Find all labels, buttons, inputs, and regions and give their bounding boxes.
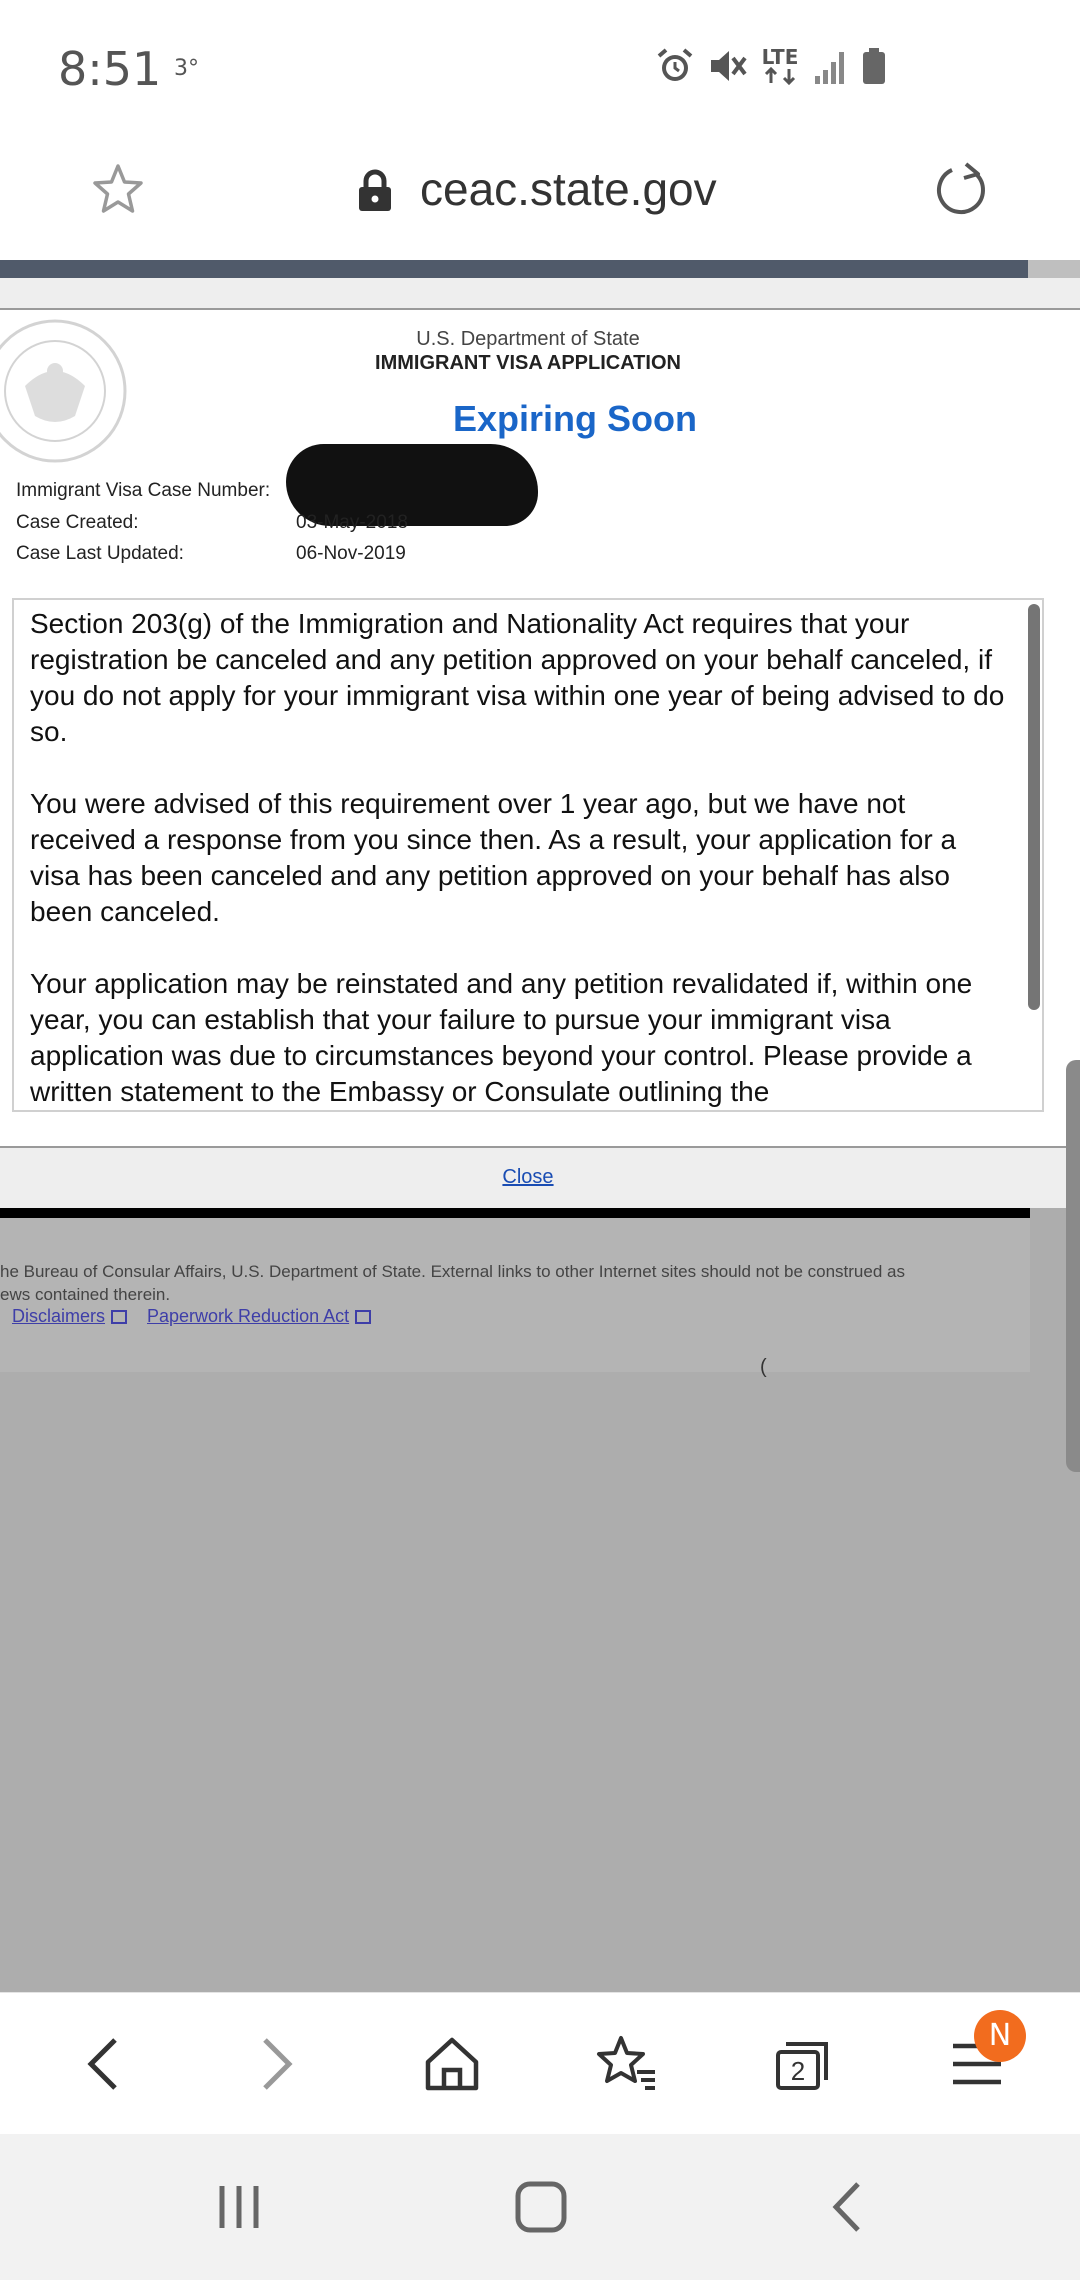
tabs-icon (772, 2034, 832, 2094)
back-button[interactable] (68, 2034, 138, 2094)
tabs-button[interactable] (767, 2034, 837, 2094)
back-nav-icon[interactable] (826, 2180, 866, 2234)
notice-text (30, 606, 1010, 1112)
case-created-value: 03-May-2018 (296, 512, 408, 533)
status-icons (655, 46, 887, 86)
alarm-icon (655, 46, 695, 86)
paperwork-reduction-act-link[interactable]: Paperwork Reduction Act (147, 1306, 371, 1327)
signal-icon (813, 46, 849, 86)
bookmarks-button[interactable] (592, 2034, 662, 2094)
page-header-bar (0, 260, 1080, 278)
close-link[interactable]: Close (502, 1166, 554, 1188)
status-temperature: 3° (174, 56, 199, 81)
notice-paragraph: Section 203(g) of the Immigration and Nationality Act requires that your registration be canceled and any petition approved on your behalf canceled, if you do not apply for your immigrant visa within one year of being advised to do so. (30, 608, 1005, 747)
case-created-label: Case Created: (16, 512, 139, 533)
footer-disclaimer-text-2: ews contained therein. (0, 1285, 171, 1304)
forward-button[interactable] (242, 2034, 312, 2094)
recent-apps-icon[interactable] (214, 2182, 264, 2232)
status-time: 8:51 (58, 42, 162, 96)
footer-disclaimer-text: he Bureau of Consular Affairs, U.S. Department of State. External links to other Internet sites should not be construed as (0, 1262, 905, 1281)
application-title: IMMIGRANT VISA APPLICATION (375, 352, 681, 374)
tab-count: 2 (790, 2056, 806, 2086)
modal-shadow (0, 1208, 1030, 1218)
reload-icon[interactable] (930, 160, 990, 220)
stray-character: ( (760, 1356, 767, 1378)
status-heading: Expiring Soon (453, 398, 698, 439)
case-updated-value: 06-Nov-2019 (296, 543, 406, 564)
edge-panel-handle[interactable] (1066, 1060, 1080, 1472)
case-updated-label: Case Last Updated: (16, 543, 184, 564)
bookmark-star-icon[interactable] (90, 162, 146, 218)
home-icon (422, 2034, 482, 2094)
home-nav-icon[interactable] (514, 2180, 568, 2234)
disclaimers-link[interactable]: Disclaimers (12, 1306, 127, 1327)
notice-paragraph: You were advised of this requirement over 1 year ago, but we have not received a response from you since then. As a result, your application for a visa has been canceled and any petition approved on your behalf has also been canceled. (30, 788, 957, 927)
lte-icon: LTE (759, 47, 801, 85)
modal-footer (0, 1146, 1080, 1208)
notice-paragraph: Your application may be reinstated and any petition revalidated if, within one year, you can establish that your failure to pursue your immigrant visa application was due to circumstances beyond your control. Please provide a written statement to the Embassy or Consulate outlining the (30, 968, 973, 1107)
case-number-label: Immigrant Visa Case Number: (16, 480, 271, 501)
status-modal (0, 310, 1080, 1146)
bookmarks-star-icon (595, 2034, 659, 2094)
mute-icon (707, 46, 747, 86)
notification-badge: N (974, 2010, 1026, 2062)
department-name: U.S. Department of State (416, 328, 640, 350)
external-link-icon (111, 1310, 127, 1324)
notice-text-box[interactable] (12, 598, 1044, 1112)
notice-scrollbar[interactable] (1028, 604, 1040, 1010)
browser-toolbar (0, 1992, 1080, 2134)
status-bar (0, 0, 1080, 140)
modal-top-border (0, 278, 1080, 310)
forward-arrow-icon (257, 2036, 297, 2092)
back-arrow-icon (83, 2036, 123, 2092)
battery-icon (861, 46, 887, 86)
lock-icon (356, 168, 394, 212)
url-text[interactable]: ceac.state.gov (420, 163, 717, 215)
external-link-icon (355, 1310, 371, 1324)
home-button[interactable] (417, 2034, 487, 2094)
